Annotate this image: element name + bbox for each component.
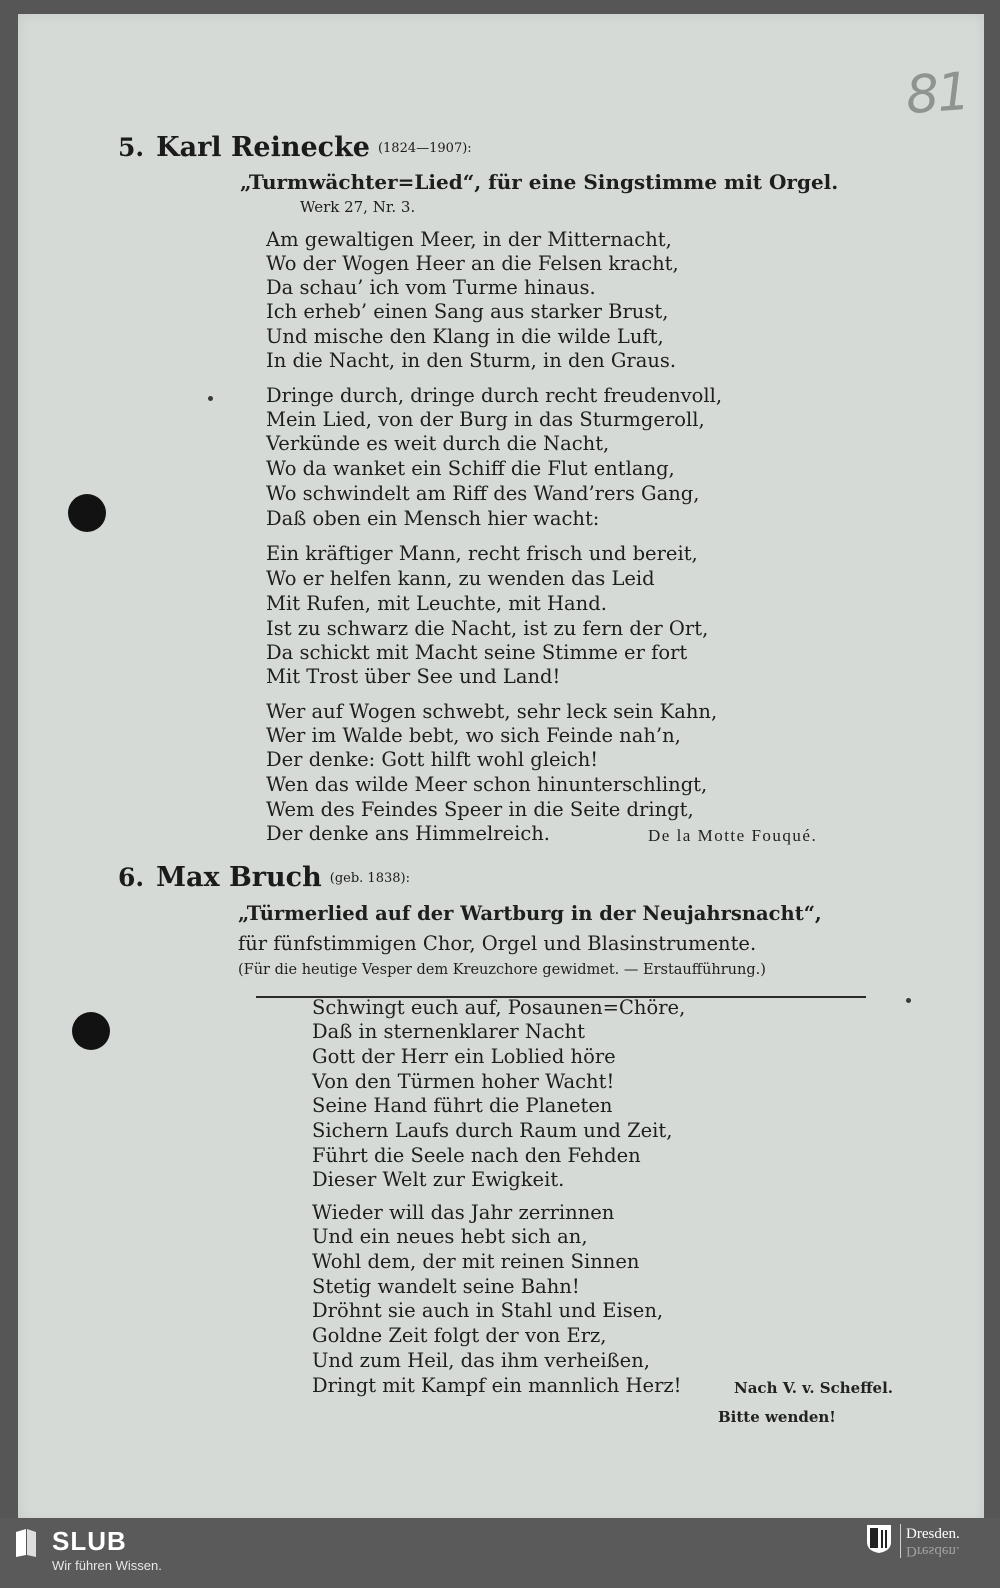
verse-line: Daß oben ein Mensch hier wacht: bbox=[266, 507, 600, 530]
verse-line: Führt die Seele nach den Fehden bbox=[312, 1144, 641, 1167]
work-title: „Türmerlied auf der Wartburg in der Neujahrsnacht“, bbox=[238, 902, 822, 925]
work-instrumentation: für fünfstimmigen Chor, Orgel und Blasinstrumente. bbox=[238, 932, 757, 955]
verse-line: Wieder will das Jahr zerrinnen bbox=[312, 1201, 615, 1224]
verse-line: Mein Lied, von der Burg in das Sturmgeroll, bbox=[266, 408, 705, 431]
punch-hole-top bbox=[68, 494, 106, 532]
footer-city-reflection: Dresden. bbox=[906, 1543, 960, 1559]
composer-dates: (geb. 1838): bbox=[329, 871, 410, 886]
verse-line: Mit Rufen, mit Leuchte, mit Hand. bbox=[266, 592, 607, 615]
opus-number: Werk 27, Nr. 3. bbox=[300, 198, 416, 216]
verse-line: Dringt mit Kampf ein mannlich Herz! bbox=[312, 1374, 682, 1397]
verse-line: Daß in sternenklarer Nacht bbox=[312, 1020, 585, 1043]
verse-line: Goldne Zeit folgt der von Erz, bbox=[312, 1324, 607, 1347]
verse-line: In die Nacht, in den Sturm, in den Graus. bbox=[266, 349, 677, 372]
page-number: 81 bbox=[903, 61, 971, 127]
footer-bar bbox=[0, 1518, 1000, 1588]
verse-line: Verkünde es weit durch die Nacht, bbox=[266, 432, 610, 455]
verse-line: Wen das wilde Meer schon hinunterschlingt, bbox=[266, 773, 708, 796]
verse-line: Dringe durch, dringe durch recht freudenvoll, bbox=[266, 384, 723, 407]
section-6-heading bbox=[118, 862, 410, 893]
verse-line: Wer auf Wogen schwebt, sehr leck sein Kahn, bbox=[266, 700, 718, 723]
verse-line: Wo schwindelt am Riff des Wand’rers Gang, bbox=[266, 482, 700, 505]
composer-dates: (1824—1907): bbox=[377, 141, 472, 156]
turn-over-note: Bitte wenden! bbox=[718, 1408, 836, 1426]
verse-line: Wohl dem, der mit reinen Sinnen bbox=[312, 1250, 640, 1273]
verse-line: Da schickt mit Macht seine Stimme er fort bbox=[266, 641, 688, 664]
verse-line: Am gewaltigen Meer, in der Mitternacht, bbox=[266, 228, 672, 251]
verse-line: Mit Trost über See und Land! bbox=[266, 665, 561, 688]
composer-name: Karl Reinecke bbox=[156, 132, 370, 163]
verse-line: Wo da wanket ein Schiff die Flut entlang, bbox=[266, 457, 675, 480]
city-crest-icon bbox=[866, 1524, 892, 1554]
verse-line: Wer im Walde bebt, wo sich Feinde nah’n, bbox=[266, 724, 681, 747]
verse-line: Sichern Laufs durch Raum und Zeit, bbox=[312, 1119, 673, 1142]
verse-line: Stetig wandelt seine Bahn! bbox=[312, 1275, 580, 1298]
punch-hole-bottom bbox=[72, 1012, 110, 1050]
footer-brand[interactable]: SLUB bbox=[52, 1526, 127, 1556]
ink-speck bbox=[906, 998, 911, 1003]
verse-line: Wo er helfen kann, zu wenden das Leid bbox=[266, 567, 655, 590]
verse-line: Ein kräftiger Mann, recht frisch und bereit, bbox=[266, 542, 698, 565]
verse-line: Und ein neues hebt sich an, bbox=[312, 1225, 588, 1248]
composer-name: Max Bruch bbox=[156, 862, 322, 893]
work-title: „Turmwächter=Lied“, für eine Singstimme mit Orgel. bbox=[240, 170, 839, 194]
document-page bbox=[18, 14, 984, 1522]
verse-line: Dieser Welt zur Ewigkeit. bbox=[312, 1168, 565, 1191]
verse-line: Von den Türmen hoher Wacht! bbox=[312, 1070, 615, 1093]
book-logo-icon bbox=[14, 1528, 38, 1558]
ink-speck bbox=[208, 396, 213, 401]
verse-line: Gott der Herr ein Loblied höre bbox=[312, 1045, 616, 1068]
section-number: 5. bbox=[118, 133, 145, 162]
verse-line: Da schau’ ich vom Turme hinaus. bbox=[266, 276, 596, 299]
dedication-note: (Für die heutige Vesper dem Kreuzchore gewidmet. — Erstaufführung.) bbox=[238, 962, 766, 978]
section-number: 6. bbox=[118, 863, 145, 892]
verse-line: Der denke: Gott hilft wohl gleich! bbox=[266, 748, 599, 771]
lyricist-credit: De la Motte Fouqué. bbox=[648, 826, 818, 845]
verse-line: Ist zu schwarz die Nacht, ist zu fern der Ort, bbox=[266, 617, 709, 640]
verse-line: Wo der Wogen Heer an die Felsen kracht, bbox=[266, 252, 679, 275]
section-5-heading bbox=[118, 132, 472, 163]
footer-city[interactable]: Dresden. bbox=[906, 1526, 960, 1542]
verse-line: Schwingt euch auf, Posaunen=Chöre, bbox=[312, 996, 686, 1019]
verse-line: Dröhnt sie auch in Stahl und Eisen, bbox=[312, 1299, 664, 1322]
verse-line: Wem des Feindes Speer in die Seite dringt, bbox=[266, 798, 694, 821]
verse-line: Ich erheb’ einen Sang aus starker Brust, bbox=[266, 300, 669, 323]
footer-divider bbox=[900, 1524, 901, 1558]
verse-line: Und mische den Klang in die wilde Luft, bbox=[266, 325, 664, 348]
footer-tagline: Wir führen Wissen. bbox=[52, 1558, 162, 1573]
verse-line: Seine Hand führt die Planeten bbox=[312, 1094, 613, 1117]
verse-line: Der denke ans Himmelreich. bbox=[266, 822, 550, 845]
lyricist-credit: Nach V. v. Scheffel. bbox=[734, 1379, 893, 1397]
verse-line: Und zum Heil, das ihm verheißen, bbox=[312, 1349, 650, 1372]
